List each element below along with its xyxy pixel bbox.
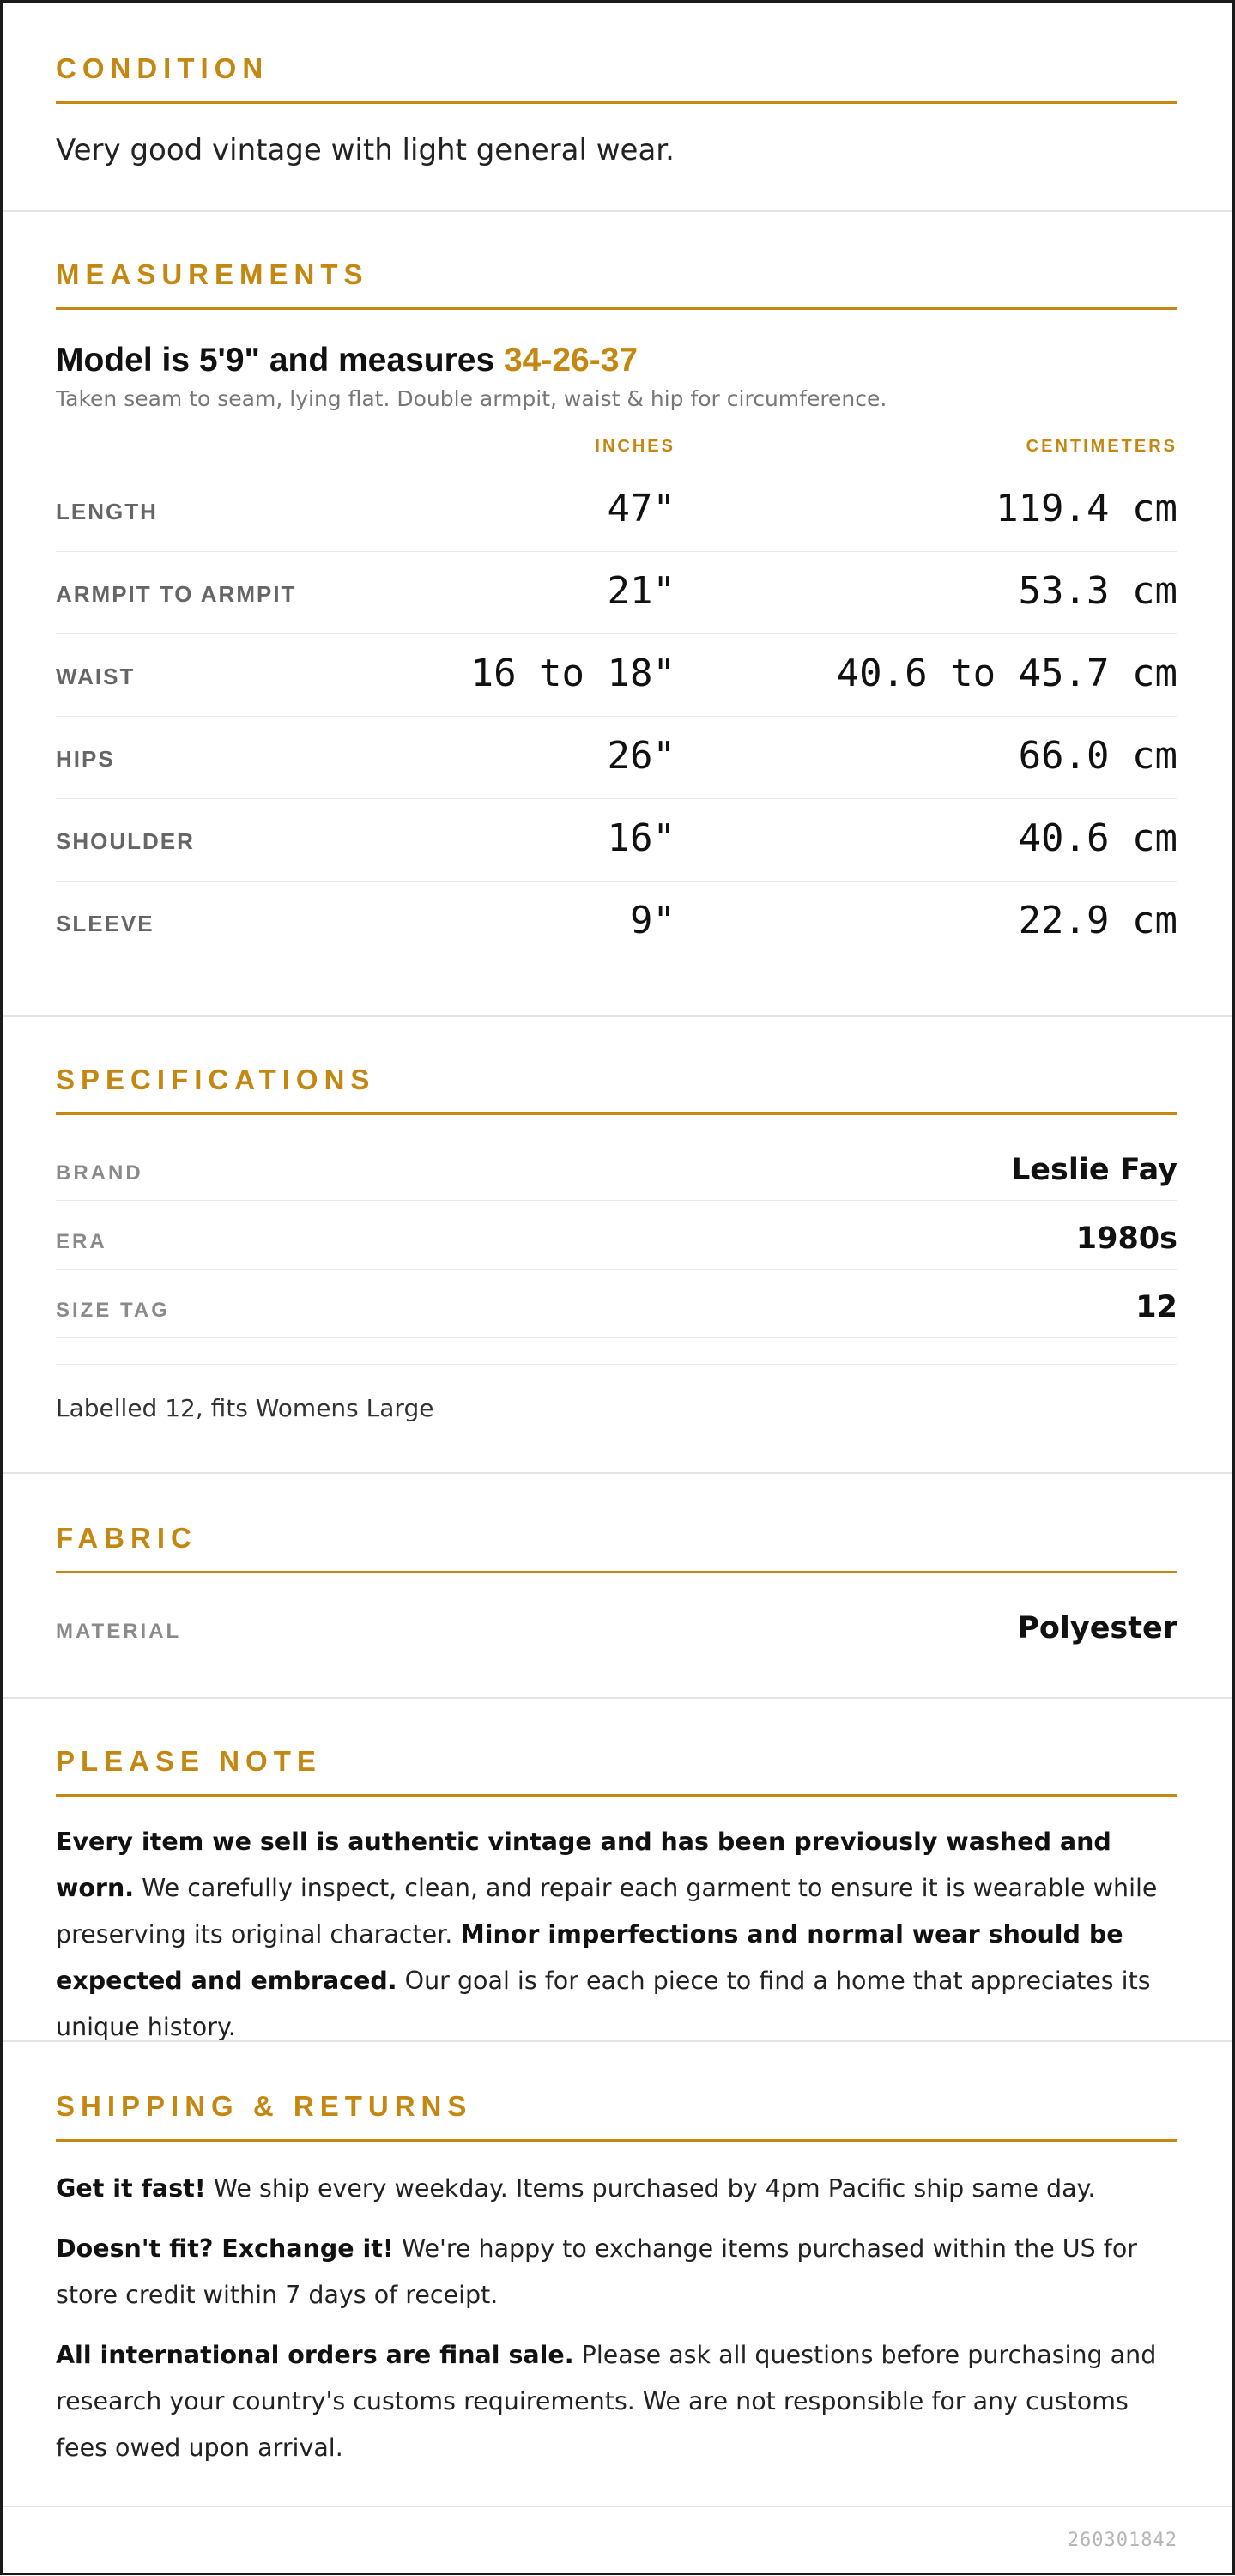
size-note: Labelled 12, fits Womens Large: [56, 1364, 1177, 1422]
measurement-label: WAIST: [56, 663, 136, 689]
measurement-row-waist: [56, 634, 1177, 717]
shipping-fast-paragraph: [56, 2166, 1177, 2212]
international-bold: All international orders are final sale.: [56, 2341, 574, 2369]
note-bold-2: Minor imperfections and normal wear should be expected and embraced.: [56, 1920, 1123, 1995]
measurements-section: [3, 212, 1232, 1017]
measurements-subtitle: Taken seam to seam, lying flat. Double armpit, waist & hip for circumference.: [56, 385, 887, 411]
footer: [3, 2507, 1232, 2576]
condition-text: Very good vintage with light general wear.: [56, 133, 675, 167]
note-bold-1: Every item we sell is authentic vintage and has been previously washed and worn.: [56, 1827, 1111, 1902]
measurement-inches: 47": [607, 486, 675, 530]
measurement-inches: 16": [607, 815, 675, 860]
please-note-paragraph: [56, 1819, 1177, 2051]
measurement-inches: 9": [630, 898, 675, 943]
measurement-centimeters: 66.0 cm: [1018, 733, 1177, 778]
model-measurements-prefix: Model is 5'9" and measures: [56, 342, 504, 379]
shipping-fast-text: We ship every weekday. Items purchased by 4pm Pacific ship same day.: [205, 2174, 1096, 2203]
international-text: Please ask all questions before purchasing and research your country's customs requirements. We are not responsible for any customs fees owed upon arrival.: [56, 2341, 1157, 2462]
note-text-1: We carefully inspect, clean, and repair each garment to ensure it is wearable while preserving its original character.: [56, 1874, 1158, 1949]
specifications-title: SPECIFICATIONS: [56, 1065, 1177, 1115]
measurement-label: SHOULDER: [56, 827, 195, 854]
spec-value: Leslie Fay: [1010, 1153, 1177, 1187]
measurement-label: HIPS: [56, 745, 115, 772]
measurement-centimeters: 40.6 to 45.7 cm: [836, 651, 1177, 695]
spec-key: MATERIAL: [56, 1620, 182, 1643]
measurements-table-header: [56, 437, 1177, 470]
please-note-title: PLEASE NOTE: [56, 1747, 1177, 1797]
column-header-centimeters: CENTIMETERS: [1026, 436, 1177, 456]
exchange-bold: Doesn't fit? Exchange it!: [56, 2234, 394, 2263]
model-measurements: [56, 342, 1177, 379]
spec-value: 1980s: [1075, 1221, 1177, 1256]
measurement-centimeters: 22.9 cm: [1018, 898, 1177, 943]
measurement-inches: 16 to 18": [470, 651, 675, 695]
measurement-label: SLEEVE: [56, 910, 154, 936]
exchange-text: We're happy to exchange items purchased within the US for store credit within 7 days of receipt.: [56, 2234, 1137, 2309]
measurement-row-shoulder: [56, 799, 1177, 882]
measurement-inches: 26": [607, 733, 675, 778]
spec-row-brand: [56, 1132, 1177, 1201]
please-note-section: [3, 1699, 1232, 2042]
fabric-section: [3, 1474, 1232, 1699]
spec-key: SIZE TAG: [56, 1299, 170, 1322]
condition-section: [3, 3, 1232, 212]
fabric-title: FABRIC: [56, 1524, 1177, 1573]
measurement-row-hips: [56, 717, 1177, 799]
specifications-section: [3, 1017, 1232, 1474]
shipping-fast-bold: Get it fast!: [56, 2174, 206, 2203]
measurement-row-armpit: [56, 552, 1177, 634]
spec-row-material: [56, 1591, 1177, 1659]
spec-key: BRAND: [56, 1161, 143, 1185]
spec-row-era: [56, 1201, 1177, 1270]
measurement-inches: 21": [607, 568, 675, 613]
shipping-section: [3, 2042, 1232, 2507]
spec-value: Polyester: [1017, 1611, 1177, 1646]
spec-key: ERA: [56, 1230, 107, 1253]
measurement-row-sleeve: [56, 882, 1177, 964]
column-header-inches: INCHES: [595, 436, 675, 456]
condition-title: CONDITION: [56, 54, 1177, 104]
note-text-2: Our goal is for each piece to find a home that appreciates its unique history.: [56, 1967, 1151, 2041]
exchange-paragraph: [56, 2226, 1177, 2318]
international-paragraph: [56, 2332, 1177, 2471]
measurement-label: LENGTH: [56, 498, 158, 524]
measurement-row-length: [56, 470, 1177, 552]
product-code: 260301842: [1067, 2530, 1177, 2551]
model-measurements-value: 34-26-37: [503, 342, 639, 379]
measurement-centimeters: 119.4 cm: [996, 486, 1177, 530]
specifications-list: [56, 1132, 1177, 1338]
measurements-title: MEASUREMENTS: [56, 260, 1177, 310]
spec-row-size-tag: [56, 1270, 1177, 1338]
measurements-table: [56, 437, 1177, 964]
spec-value: 12: [1135, 1290, 1177, 1324]
shipping-title: SHIPPING & RETURNS: [56, 2092, 1177, 2142]
measurement-label: ARMPIT TO ARMPIT: [56, 580, 297, 607]
measurement-centimeters: 40.6 cm: [1018, 815, 1177, 860]
measurement-centimeters: 53.3 cm: [1018, 568, 1177, 613]
